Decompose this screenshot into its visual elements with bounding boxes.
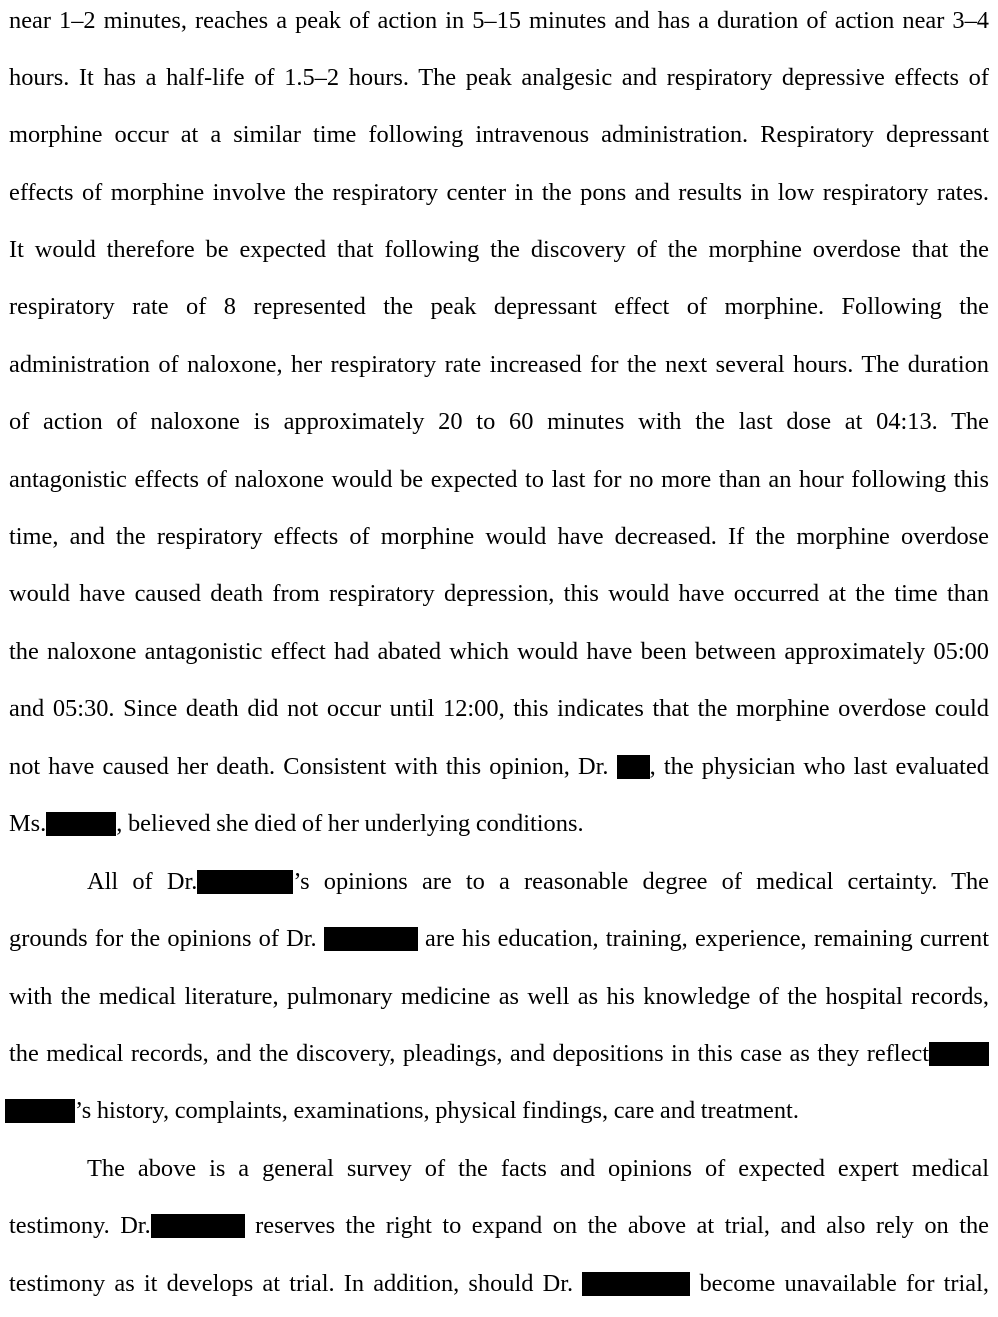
text-line: and 05:30. Since death did not occur until 12:00, this indicates that the morphine overdose could <box>9 695 989 722</box>
text-line: hours. It has a half-life of 1.5–2 hours. The peak analgesic and respiratory depressive effects of <box>9 64 989 91</box>
text-line: effects of morphine involve the respiratory center in the pons and results in low respiratory rates. <box>9 179 989 206</box>
text-line <box>9 1034 989 1074</box>
text-segment: not have caused her death. Consistent with this opinion, Dr. <box>9 753 617 780</box>
text-segment: grounds for the opinions of Dr. <box>9 925 324 952</box>
text-line: time, and the respiratory effects of morphine would have decreased. If the morphine overdose <box>9 523 989 550</box>
text-line: of action of naloxone is approximately 20 to 60 minutes with the last dose at 04:13. The <box>9 408 989 435</box>
text-segment: are his education, training, experience, remaining current <box>417 925 989 952</box>
redaction-box <box>617 755 650 779</box>
text-line <box>9 804 584 844</box>
text-segment: All of Dr. <box>87 868 198 895</box>
redaction-box <box>929 1042 989 1066</box>
text-line: antagonistic effects of naloxone would be expected to last for no more than an hour following this <box>9 466 989 493</box>
text-line <box>9 747 989 787</box>
text-segment: reserves the right to expand on the above at trial, and also rely on the <box>244 1212 989 1239</box>
text-line: morphine occur at a similar time following intravenous administration. Respiratory depressant <box>9 121 989 148</box>
text-line: the naloxone antagonistic effect had abated which would have been between approximately 05:00 <box>9 638 989 665</box>
text-segment: Ms. <box>9 810 47 837</box>
text-segment: the medical records, and the discovery, pleadings, and depositions in this case as they reflect <box>9 1040 929 1067</box>
text-line <box>9 1264 989 1304</box>
redaction-box <box>151 1214 245 1238</box>
text-line: near 1–2 minutes, reaches a peak of action in 5–15 minutes and has a duration of action near 3–4 <box>9 7 989 34</box>
text-segment: , believed she died of her underlying conditions. <box>116 810 584 837</box>
text-segment: testimony. Dr. <box>9 1212 151 1239</box>
text-segment: , the physician who last evaluated <box>649 753 989 780</box>
redaction-box <box>197 870 293 894</box>
text-line <box>5 1091 799 1131</box>
redaction-box <box>582 1272 690 1296</box>
text-line <box>87 862 989 902</box>
text-line <box>9 919 989 959</box>
text-line: administration of naloxone, her respiratory rate increased for the next several hours. The duration <box>9 351 989 378</box>
text-line: The above is a general survey of the facts and opinions of expected expert medical <box>87 1155 989 1182</box>
redaction-box <box>5 1099 75 1123</box>
text-line: It would therefore be expected that following the discovery of the morphine overdose that the <box>9 236 989 263</box>
text-line: would have caused death from respiratory depression, this would have occurred at the time than <box>9 580 989 607</box>
text-segment: testimony as it develops at trial. In addition, should Dr. <box>9 1270 583 1297</box>
redaction-box <box>46 812 116 836</box>
redaction-box <box>324 927 418 951</box>
text-segment: ’s history, complaints, examinations, physical findings, care and treatment. <box>75 1097 799 1124</box>
text-line: with the medical literature, pulmonary medicine as well as his knowledge of the hospital records, <box>9 983 989 1010</box>
text-line <box>9 1206 989 1246</box>
text-line: respiratory rate of 8 represented the peak depressant effect of morphine. Following the <box>9 293 989 320</box>
text-segment: become unavailable for trial, <box>690 1270 989 1297</box>
text-segment: ’s opinions are to a reasonable degree of medical certainty. The <box>293 868 990 895</box>
